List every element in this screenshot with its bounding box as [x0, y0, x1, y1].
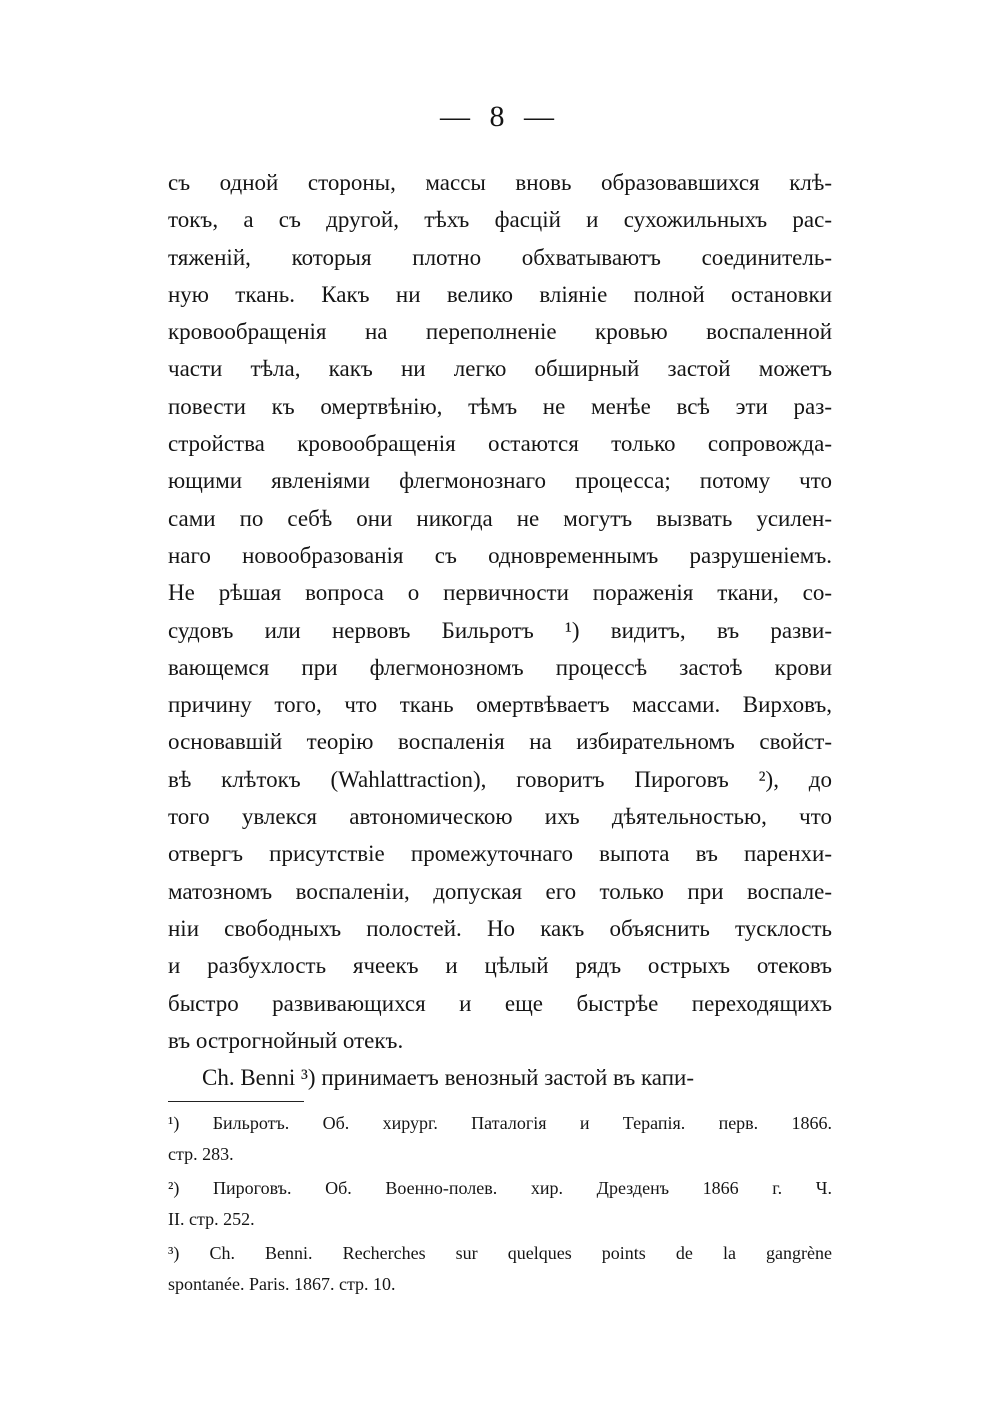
body-line: того увлекся автономическою ихъ дѣятельностью, что: [168, 804, 832, 830]
body-line: ющими явленіями флегмонознаго процесса; потому что: [168, 468, 832, 494]
footnote-1: [168, 1108, 832, 1169]
body-line: наго новообразованія съ одновременнымъ разрушеніемъ.: [168, 542, 832, 568]
body-line: съ одной стороны, массы вновь образовавшихся клѣ-: [168, 170, 832, 195]
body-line: ную ткань. Какъ ни велико вліяніе полной остановки: [168, 281, 832, 307]
body-line: и разбухлость ячеекъ и цѣлый рядъ острыхъ отековъ: [168, 953, 832, 979]
body-line: сами по себѣ они никогда не могутъ вызвать усилен-: [168, 505, 832, 531]
footnote-line: ¹) Бильротъ. Об. хирург. Паталогія и Терапія. перв. 1866.: [168, 1113, 832, 1133]
page-number: — 8 —: [440, 100, 560, 133]
body-line: причину того, что ткань омертвѣваетъ массами. Вирховъ,: [168, 692, 832, 718]
footnotes: [168, 1108, 832, 1299]
body-line: отвергъ присутствіе промежуточнаго выпота въ паренхи-: [168, 841, 832, 867]
footnote-line: ²) Пироговъ. Об. Военно-полев. хир. Дрезденъ 1866 г. Ч.: [168, 1178, 832, 1198]
body-line: основавшій теорію воспаленія на избирательномъ свойст-: [168, 729, 832, 755]
body-line: матозномъ воспаленіи, допуская его только при воспале-: [168, 878, 832, 904]
footnote-line: стр. 283.: [168, 1143, 234, 1164]
body-line: кровообращенія на переполненіе кровью воспаленной: [168, 319, 832, 345]
body-line: ніи свободныхъ полостей. Но какъ объяснить тусклость: [168, 915, 832, 941]
body-line: быстро развивающихся и еще быстрѣе переходящихъ: [168, 990, 832, 1016]
body-text: [168, 164, 832, 1096]
body-line: стройства кровообращенія остаются только сопровожда-: [168, 431, 832, 457]
footnote-line: ³) Ch. Benni. Recherches sur quelques points de la gangrène: [168, 1243, 832, 1263]
footnote-line: II. стр. 252.: [168, 1208, 255, 1229]
body-line: токъ, а съ другой, тѣхъ фасцій и сухожильныхъ рас-: [168, 207, 832, 233]
body-line: судовъ или нервовъ Бильротъ ¹) видитъ, въ разви-: [168, 617, 832, 643]
body-line: вѣ клѣтокъ (Wahlattraction), говоритъ Пироговъ ²), до: [168, 766, 832, 792]
body-line: тяженій, которыя плотно обхватываютъ соединитель-: [168, 244, 832, 270]
footnote-line: spontanée. Paris. 1867. стр. 10.: [168, 1273, 396, 1294]
body-line: Ch. Benni ³) принимаетъ венозный застой въ капи-: [202, 1065, 694, 1091]
footnote-divider: [168, 1101, 304, 1102]
body-line: части тѣла, какъ ни легко обширный застой можетъ: [168, 356, 832, 382]
body-line: въ острогнойный отекъ.: [168, 1027, 404, 1053]
body-line: повести къ омертвѣнію, тѣмъ не менѣе всѣ эти раз-: [168, 393, 832, 419]
body-line: вающемся при флегмонозномъ процессѣ застоѣ крови: [168, 654, 832, 680]
footnote-2: [168, 1173, 832, 1234]
footnote-3: [168, 1238, 832, 1299]
body-line: Не рѣшая вопроса о первичности пораженія ткани, со-: [168, 580, 832, 606]
